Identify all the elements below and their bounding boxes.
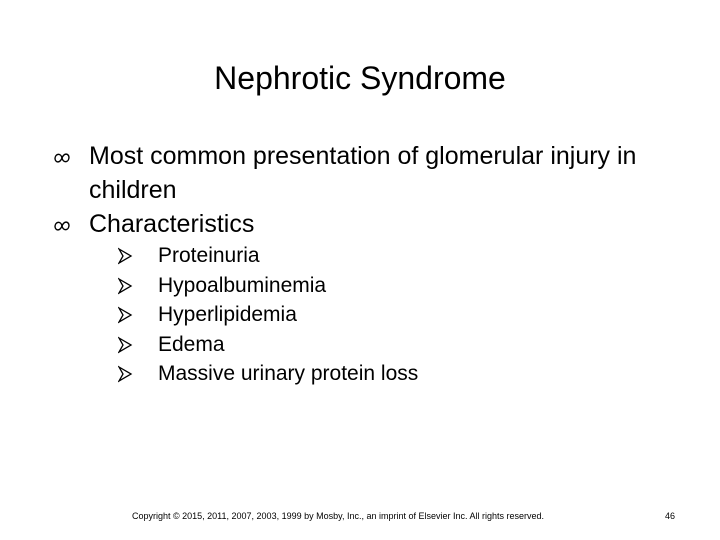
bullet-text: Most common presentation of glomerular injury in children <box>89 142 637 204</box>
sub-bullet-list <box>89 241 652 389</box>
sub-bullet-text: Edema <box>158 332 225 356</box>
page-number: 46 <box>665 511 676 521</box>
bullet-item <box>52 207 652 389</box>
bullet-text: Characteristics <box>89 210 255 238</box>
sub-bullet-item <box>118 300 652 330</box>
sub-bullet-item <box>118 330 652 360</box>
arrowhead-bullet-icon <box>118 271 134 300</box>
script-flourish-icon <box>52 139 72 173</box>
bullet-list <box>52 139 652 389</box>
sub-bullet-text: Hyperlipidemia <box>158 303 297 326</box>
sub-bullet-text: Massive urinary protein loss <box>158 362 419 385</box>
slide-title: Nephrotic Syndrome <box>214 60 506 96</box>
sub-bullet-text: Proteinuria <box>158 244 260 267</box>
sub-bullet-text: Hypoalbuminemia <box>158 273 327 297</box>
script-flourish-icon <box>52 207 72 241</box>
sub-bullet-item <box>118 271 652 301</box>
slide-footer <box>0 509 720 523</box>
bullet-item <box>52 139 652 207</box>
copyright-notice: Copyright © 2015, 2011, 2007, 2003, 1999 by Mosby, Inc., an imprint of Elsevier Inc. All rights reserved. <box>132 511 545 521</box>
arrowhead-bullet-icon <box>118 300 134 329</box>
arrowhead-bullet-icon <box>118 330 134 359</box>
arrowhead-bullet-icon <box>118 359 134 388</box>
sub-bullet-item <box>118 359 652 389</box>
arrowhead-bullet-icon <box>118 241 134 270</box>
sub-bullet-item <box>118 241 652 271</box>
